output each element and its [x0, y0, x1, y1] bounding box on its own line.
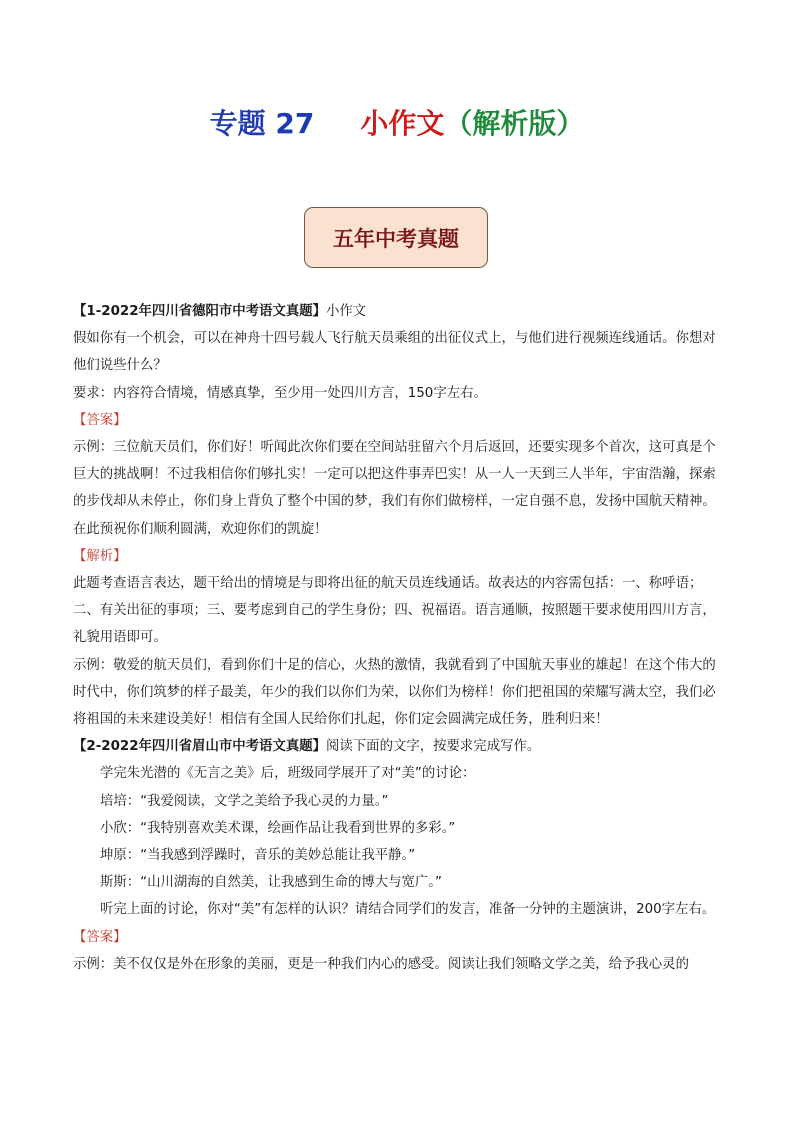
question-1-answer-label: 【答案】	[73, 412, 127, 428]
question-2-answer-label: 【答案】	[73, 929, 127, 945]
question-2-line: 坤原：“当我感到浮躁时，音乐的美妙总能让我平静。”	[100, 848, 416, 864]
question-2-line: 听完上面的讨论，你对“美”有怎样的认识？请结合同学们的发言，准备一分钟的主题演讲，200字左右。	[100, 902, 716, 918]
question-2-source: 【2-2022年四川省眉山市中考语文真题】	[73, 739, 327, 755]
title-topic-name: 小作文	[360, 107, 445, 140]
question-1-requirement: 要求：内容符合情境，情感真挚，至少用一处四川方言，150字左右。	[73, 385, 487, 401]
question-2-line: 培培：“我爱阅读，文学之美给予我心灵的力量。”	[100, 793, 389, 809]
question-1-answer: 示例：三位航天员们，你们好！听闻此次你们要在空间站驻留六个月后返回，还要实现多个首次，这可真是个巨大的挑战啊！不过我相信你们够扎实！一定可以把这件事弄巴实！从一人一天到三人半年，宇宙浩瀚，探索的步伐却从未停止，你们身上背负了整个中国的梦，我们有你们做榜样，一定自强不息，发扬中国航天精神。在此预祝你们顺利圆满，欢迎你们的凯旋！	[73, 440, 716, 537]
question-1-source: 【1-2022年四川省德阳市中考语文真题】	[73, 304, 327, 319]
question-2-header	[73, 733, 723, 760]
question-2-line: 小欣：“我特别喜欢美术课，绘画作品让我看到世界的多彩。”	[100, 820, 456, 836]
question-1-analysis-label: 【解析】	[73, 548, 127, 564]
question-1-type: 小作文	[326, 304, 367, 319]
question-2-answer: 示例：美不仅仅是外在形象的美丽，更是一种我们内心的感受。阅读让我们领略文学之美，给予我心灵的	[73, 956, 689, 972]
question-1-example: 示例：敬爱的航天员们，看到你们十足的信心，火热的激情，我就看到了中国航天事业的雄起！在这个伟大的时代中，你们筑梦的样子最美，年少的我们以你们为荣，以你们为榜样！你们把祖国的荣耀写满太空，我们必将祖国的未来建设美好！相信有全国人民给你们扎起，你们定会圆满完成任务，胜利归来！	[73, 657, 716, 728]
document-body	[73, 298, 723, 978]
question-1-header	[73, 298, 723, 325]
question-2-line: 斯斯：“山川湖海的自然美，让我感到生命的博大与宽广。”	[100, 875, 442, 891]
question-2-line: 学完朱光潜的《无言之美》后，班级同学展开了对“美”的讨论：	[100, 766, 476, 782]
section-banner: 五年中考真题	[304, 207, 488, 268]
title-topic-number: 专题 27	[209, 107, 315, 140]
page-title	[0, 104, 794, 144]
question-1-prompt: 假如你有一个机会，可以在神舟十四号载人飞行航天员乘组的出征仪式上，与他们进行视频连线通话。你想对他们说些什么？	[73, 331, 716, 374]
title-edition: （解析版）	[444, 107, 585, 140]
question-1-analysis: 此题考查语言表达，题干给出的情境是与即将出征的航天员连线通话。故表达的内容需包括：一、称呼语；二、有关出征的事项；三、要考虑到自己的学生身份；四、祝福语。语言通顺，按照题干要求使用四川方言，礼貌用语即可。	[73, 576, 716, 646]
question-2-instruction: 阅读下面的文字，按要求完成写作。	[326, 739, 541, 755]
